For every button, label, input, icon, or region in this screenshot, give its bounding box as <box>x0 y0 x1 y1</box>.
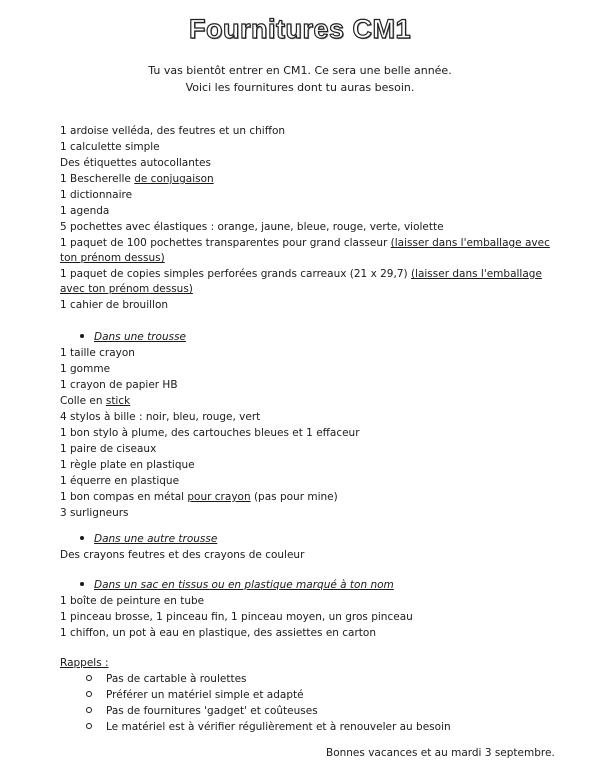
list-item: 1 bon stylo à plume, des cartouches bleues et 1 effaceur <box>60 427 360 439</box>
circle-bullet-icon <box>86 675 92 681</box>
list-item: 4 stylos à bille : noir, bleu, rouge, vert <box>60 411 261 423</box>
section-heading-autre-trousse: Dans une autre trousse <box>80 532 217 547</box>
list-item: 1 ardoise velléda, des feutres et un chiffon <box>60 125 286 137</box>
compas-post: (pas pour mine) <box>250 491 338 503</box>
bullet-dot <box>80 334 84 338</box>
list-item-pochettes <box>60 236 550 251</box>
list-item: 1 crayon de papier HB <box>60 379 178 391</box>
bullet-dot <box>80 536 84 540</box>
list-item: 1 taille crayon <box>60 347 135 359</box>
intro-text <box>0 62 600 96</box>
section-heading-sac: Dans un sac en tissus ou en plastique marqué à ton nom <box>80 578 394 593</box>
rappels-heading: Rappels : <box>60 657 109 669</box>
compas-underlined: pour crayon <box>187 491 251 503</box>
bullet-dot <box>80 582 84 586</box>
list-item: 1 dictionnaire <box>60 189 133 201</box>
list-item: 3 surligneurs <box>60 507 129 519</box>
rappel-item: Le matériel est à vérifier régulièrement et à renouveler au besoin <box>86 720 451 735</box>
list-item: 1 paire de ciseaux <box>60 443 157 455</box>
list-item-colle <box>60 394 130 409</box>
list-item: 1 agenda <box>60 205 110 217</box>
copies-text: 1 paquet de copies simples perforées grands carreaux (21 x 29,7) <box>60 268 411 280</box>
list-item-bescherelle <box>60 172 214 187</box>
list-item: 1 pinceau brosse, 1 pinceau fin, 1 pinceau moyen, un gros pinceau <box>60 611 413 623</box>
rappel-item: Préférer un matériel simple et adapté <box>86 688 304 703</box>
pochettes-note-2: ton prénom dessus) <box>60 252 165 264</box>
list-item-compas <box>60 490 338 505</box>
circle-bullet-icon <box>86 723 92 729</box>
list-item-copies <box>60 267 542 282</box>
list-item: 5 pochettes avec élastiques : orange, jaune, bleue, rouge, verte, violette <box>60 221 444 233</box>
compas-text: 1 bon compas en métal <box>60 491 188 503</box>
list-item: Des étiquettes autocollantes <box>60 157 211 169</box>
list-item: 1 règle plate en plastique <box>60 459 195 471</box>
bescherelle-underlined: de conjugaison <box>134 173 214 185</box>
list-item: 1 boîte de peinture en tube <box>60 595 205 607</box>
intro-line-2: Voici les fournitures dont tu auras besoin. <box>185 81 415 94</box>
copies-note-1: (laisser dans l'emballage <box>410 268 542 280</box>
list-item: 1 gomme <box>60 363 111 375</box>
page-title: Fournitures CM1 <box>188 14 411 44</box>
closing-text: Bonnes vacances et au mardi 3 septembre. <box>326 747 555 759</box>
bescherelle-text: 1 Bescherelle <box>60 173 135 185</box>
list-item: 1 équerre en plastique <box>60 475 180 487</box>
list-item: 1 chiffon, un pot à eau en plastique, des assiettes en carton <box>60 627 376 639</box>
colle-text: Colle en <box>60 395 106 407</box>
list-item: 1 calculette simple <box>60 141 160 153</box>
list-item: 1 cahier de brouillon <box>60 299 169 311</box>
colle-underlined: stick <box>105 395 131 407</box>
intro-line-1: Tu vas bientôt entrer en CM1. Ce sera une belle année. <box>148 64 452 77</box>
rappel-item: Pas de fournitures 'gadget' et coûteuses <box>86 704 318 719</box>
section-heading-trousse: Dans une trousse <box>80 330 186 345</box>
circle-bullet-icon <box>86 691 92 697</box>
list-item: Des crayons feutres et des crayons de couleur <box>60 549 305 561</box>
copies-note-2: avec ton prénom dessus) <box>60 283 193 295</box>
rappel-item: Pas de cartable à roulettes <box>86 672 247 687</box>
pochettes-note-1: (laisser dans l'emballage avec <box>390 237 550 249</box>
pochettes-text: 1 paquet de 100 pochettes transparentes pour grand classeur <box>60 237 391 249</box>
circle-bullet-icon <box>86 707 92 713</box>
